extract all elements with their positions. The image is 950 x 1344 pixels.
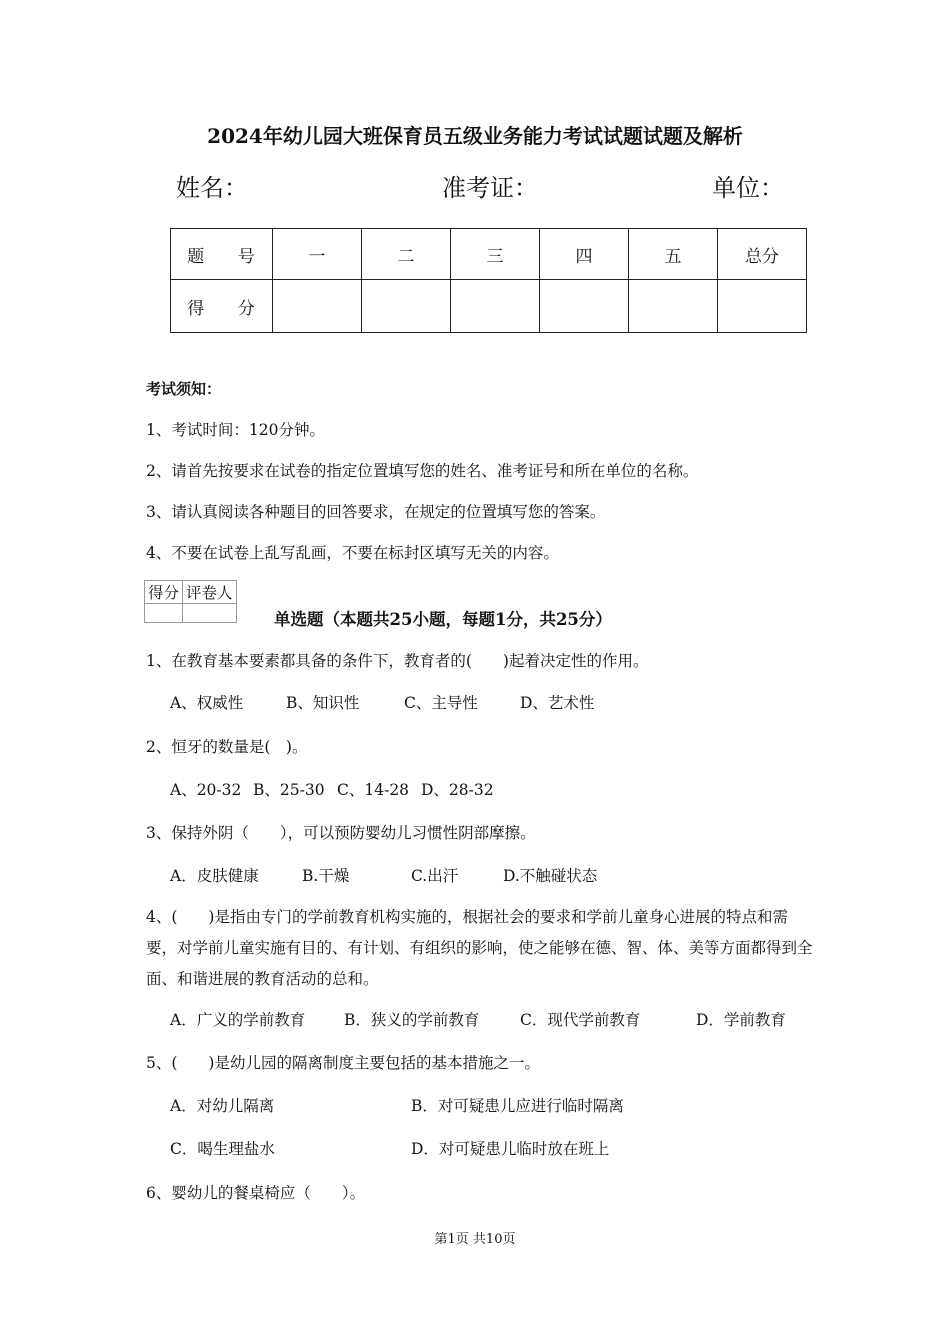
question-option[interactable]: D、28-32 — [421, 781, 494, 799]
question-option[interactable]: A．皮肤健康 — [170, 867, 259, 885]
question-option[interactable]: C．喝生理盐水 — [170, 1140, 275, 1158]
score-header-cell: 二 — [362, 229, 451, 280]
exam-id-field-label: 准考证： — [442, 174, 538, 202]
section-title: 单选题（本题共25小题，每题1分，共25分） — [274, 610, 612, 629]
question-option[interactable]: A．对幼儿隔离 — [170, 1097, 275, 1115]
grader-reviewer-label: 评卷人 — [183, 581, 237, 604]
score-table — [170, 228, 807, 333]
score-entry-cell[interactable] — [362, 280, 451, 333]
notice-item: 4、不要在试卷上乱写乱画，不要在标封区填写无关的内容。 — [146, 544, 559, 562]
question-option[interactable]: C.出汗 — [411, 867, 459, 885]
grader-reviewer-cell[interactable] — [183, 604, 237, 623]
question-option[interactable]: C、主导性 — [404, 694, 478, 712]
score-header-cell: 三 — [451, 229, 540, 280]
question-option[interactable]: A．广义的学前教育 — [170, 1011, 306, 1029]
question-stem: 2、恒牙的数量是( )。 — [146, 738, 308, 756]
question-option[interactable]: D、艺术性 — [520, 694, 595, 712]
grader-score-label: 得分 — [145, 581, 183, 604]
score-header-cell: 题 号 — [171, 229, 273, 280]
score-entry-cell[interactable] — [540, 280, 629, 333]
question-option[interactable]: C、14-28 — [337, 781, 410, 799]
score-header-cell: 五 — [629, 229, 718, 280]
question-stem: 4、( )是指由专门的学前教育机构实施的，根据社会的要求和学前儿童身心进展的特点和需要，对学前儿童实施有目的、有计划、有组织的影响，使之能够在德、智、体、美等方面都得到全面、和谐进展的教育活动的总和。 — [146, 908, 813, 988]
question-stem: 1、在教育基本要素都具备的条件下，教育者的( )起着决定性的作用。 — [146, 652, 649, 670]
score-header-cell: 一 — [273, 229, 362, 280]
question-option[interactable]: D．对可疑患儿临时放在班上 — [411, 1140, 610, 1158]
question-stem: 6、婴幼儿的餐桌椅应（ ）。 — [146, 1184, 366, 1202]
question-option[interactable]: D．学前教育 — [696, 1011, 786, 1029]
question-option[interactable]: C．现代学前教育 — [520, 1011, 641, 1029]
notice-item: 3、请认真阅读各种题目的回答要求，在规定的位置填写您的答案。 — [146, 503, 606, 521]
grader-score-cell[interactable] — [145, 604, 183, 623]
page-footer: 第1页 共10页 — [434, 1232, 516, 1247]
score-header-cell: 总分 — [718, 229, 807, 280]
score-entry-cell[interactable] — [718, 280, 807, 333]
score-entry-cell[interactable] — [273, 280, 362, 333]
notice-heading: 考试须知： — [146, 380, 222, 398]
notice-item: 2、请首先按要求在试卷的指定位置填写您的姓名、准考证号和所在单位的名称。 — [146, 462, 699, 480]
question-option[interactable]: A、20-32 — [170, 781, 242, 799]
question-option[interactable]: D.不触碰状态 — [503, 867, 598, 885]
question-option[interactable]: B、知识性 — [286, 694, 360, 712]
document-title: 2024年幼儿园大班保育员五级业务能力考试试题试题及解析 — [207, 124, 743, 148]
score-header-cell: 四 — [540, 229, 629, 280]
question-option[interactable]: B．狭义的学前教育 — [344, 1011, 480, 1029]
question-option[interactable]: B．对可疑患儿应进行临时隔离 — [411, 1097, 624, 1115]
score-row-label: 得 分 — [171, 280, 273, 333]
question-stem: 3、保持外阴（ ），可以预防婴幼儿习惯性阴部摩擦。 — [146, 824, 536, 842]
score-entry-cell[interactable] — [451, 280, 540, 333]
grader-box — [144, 580, 237, 623]
score-table-score-row — [171, 280, 807, 333]
question-option[interactable]: B.干燥 — [302, 867, 350, 885]
question-option[interactable]: B、25-30 — [253, 781, 325, 799]
unit-field-label: 单位： — [712, 174, 784, 202]
question-stem: 5、( )是幼儿园的隔离制度主要包括的基本措施之一。 — [146, 1054, 540, 1072]
notice-item: 1、考试时间：120分钟。 — [146, 421, 325, 439]
question-option[interactable]: A、权威性 — [170, 694, 244, 712]
name-field-label: 姓名： — [176, 174, 248, 202]
score-entry-cell[interactable] — [629, 280, 718, 333]
score-table-header-row — [171, 229, 807, 280]
